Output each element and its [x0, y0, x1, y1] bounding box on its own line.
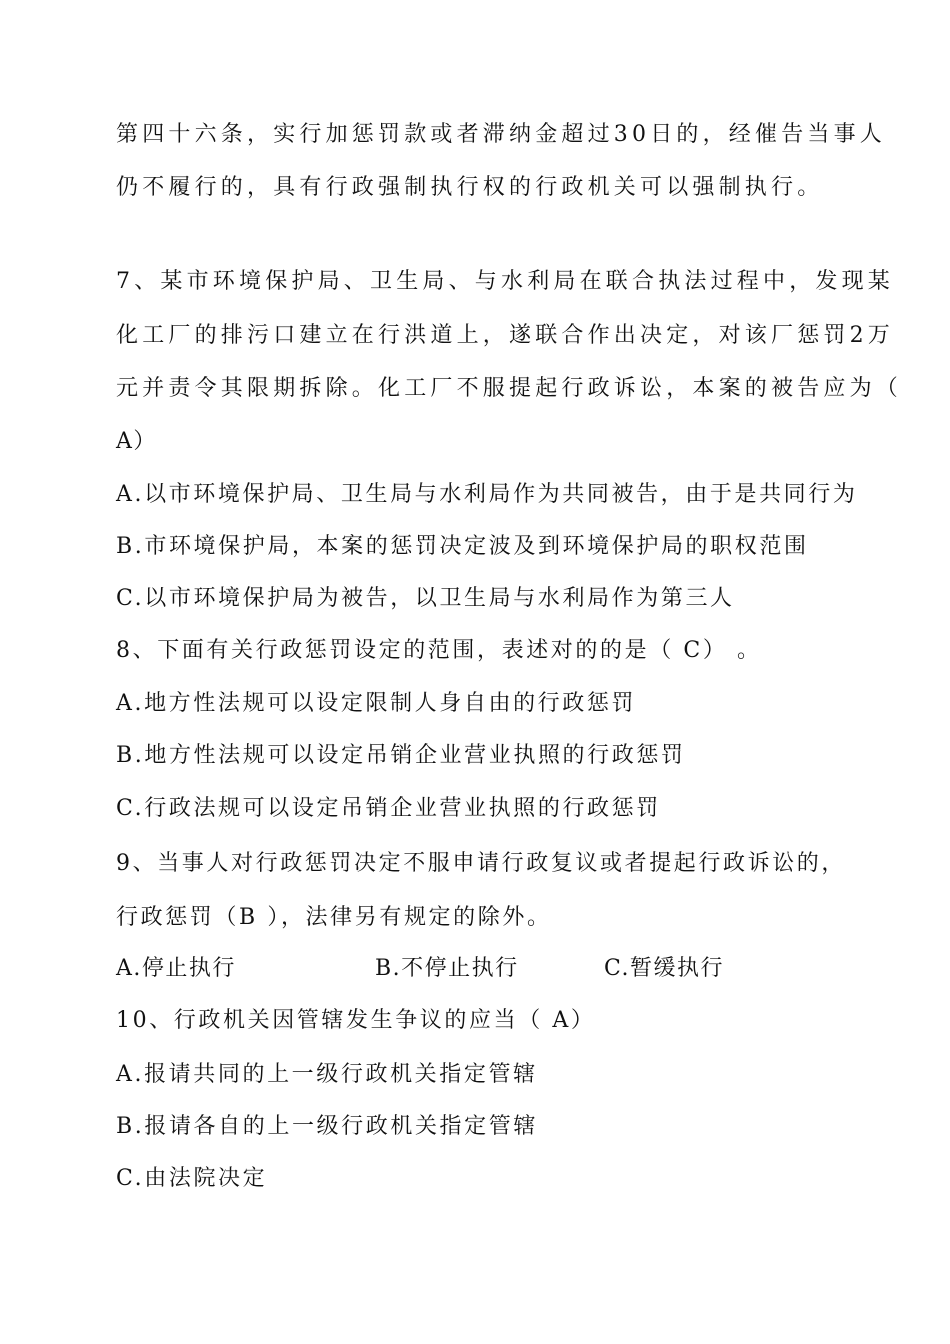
- question-9-option-a: A.停止执行: [116, 956, 236, 981]
- question-8-text: 8、下面有关行政惩罚设定的范围，表述对的的是（ C） 。: [116, 638, 762, 663]
- question-9-option-c: C.暂缓执行: [604, 956, 725, 981]
- paragraph-line: 仍不履行的，具有行政强制执行权的行政机关可以强制执行。: [116, 175, 824, 200]
- question-7-option-c: C.以市环境保护局为被告，以卫生局与水利局作为第三人: [116, 586, 735, 611]
- question-7-answer: A）: [116, 429, 157, 454]
- question-7-text: 7、某市环境保护局、卫生局、与水利局在联合执法过程中，发现某: [116, 269, 894, 294]
- question-8-option-b: B.地方性法规可以设定吊销企业营业执照的行政惩罚: [116, 743, 686, 768]
- question-7-option-a: A.以市环境保护局、卫生局与水利局作为共同被告，由于是共同行为: [116, 482, 858, 507]
- question-7-text: 化工厂的排污口建立在行洪道上，遂联合作出决定，对该厂惩罚2万: [116, 323, 894, 348]
- question-10-text: 10、行政机关因管辖发生争议的应当（ A）: [116, 1008, 596, 1033]
- question-9-text: 行政惩罚（B ），法律另有规定的除外。: [116, 905, 552, 930]
- question-7-option-b: B.市环境保护局，本案的惩罚决定波及到环境保护局的职权范围: [116, 534, 809, 559]
- paragraph-line: 第四十六条，实行加惩罚款或者滞纳金超过30日的，经催告当事人: [116, 122, 886, 147]
- question-9-options: [116, 954, 846, 984]
- question-7-text: 元并责令其限期拆除。化工厂不服提起行政诉讼，本案的被告应为（: [116, 376, 903, 401]
- question-9-option-b: B.不停止执行: [375, 956, 519, 981]
- question-8-option-a: A.地方性法规可以设定限制人身自由的行政惩罚: [116, 691, 637, 716]
- question-10-option-c: C.由法院决定: [116, 1166, 268, 1191]
- question-10-option-b: B.报请各自的上一级行政机关指定管辖: [116, 1114, 538, 1139]
- question-8-option-c: C.行政法规可以设定吊销企业营业执照的行政惩罚: [116, 796, 661, 821]
- question-9-text: 9、当事人对行政惩罚决定不服申请行政复议或者提起行政诉讼的，: [116, 851, 846, 876]
- question-10-option-a: A.报请共同的上一级行政机关指定管辖: [116, 1062, 538, 1087]
